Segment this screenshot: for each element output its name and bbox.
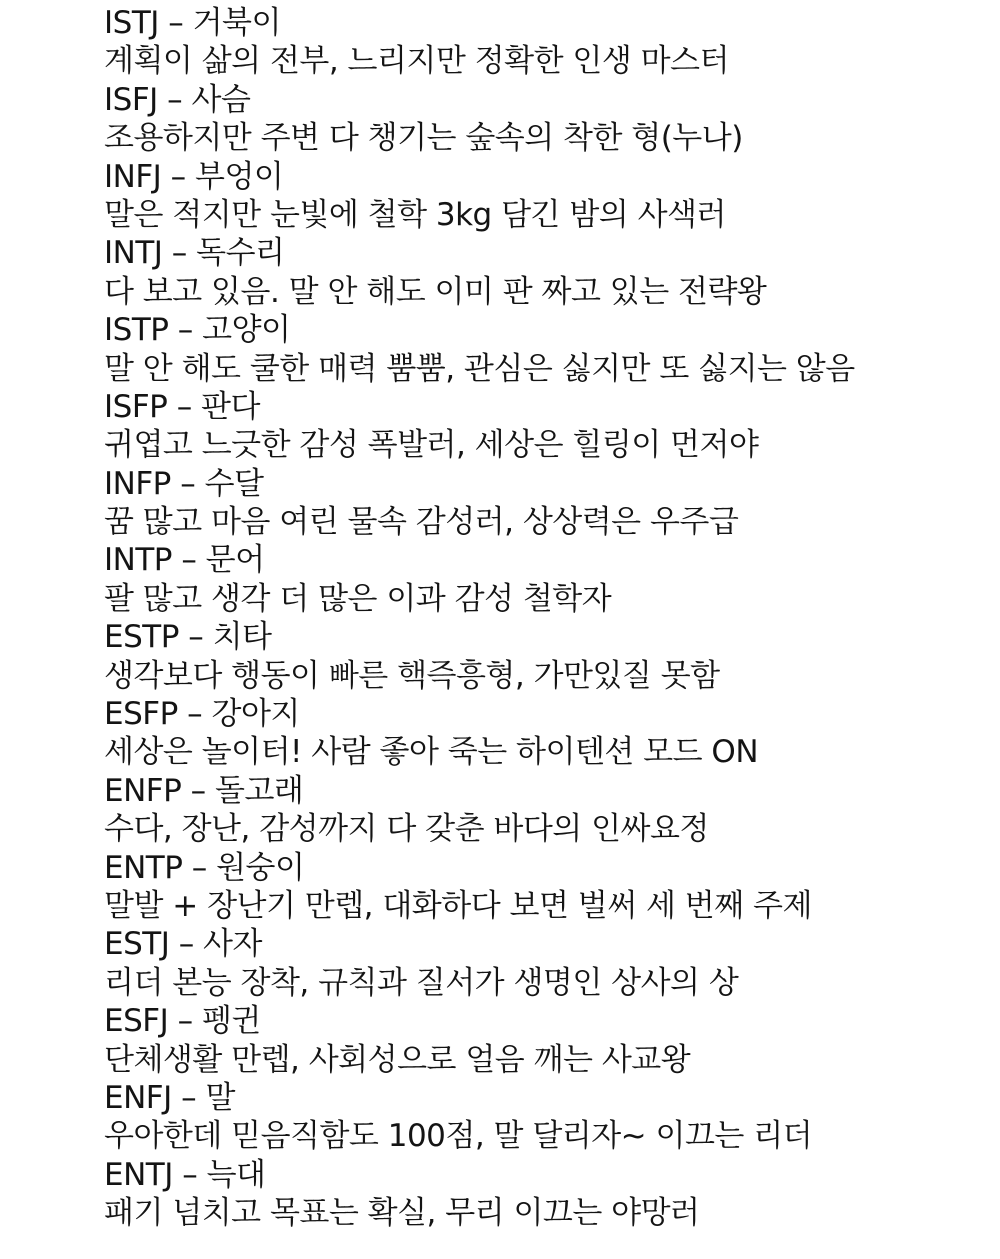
entry-type: ENFJ – 말 (104, 1079, 235, 1116)
entry-description: 말 안 해도 쿨한 매력 뿜뿜, 관심은 싫지만 또 싫지는 않음 (104, 350, 855, 387)
entry-description: 우아한데 믿음직함도 100점, 말 달리자~ 이끄는 리더 (104, 1118, 813, 1155)
entry-type: ISTP – 고양이 (104, 312, 291, 349)
entry-description: 조용하지만 주변 다 챙기는 숲속의 착한 형(누나) (104, 120, 743, 157)
entry-description: 팔 많고 생각 더 많은 이과 감성 철학자 (104, 580, 612, 617)
entry-description: 수다, 장난, 감성까지 다 갖춘 바다의 인싸요정 (104, 811, 709, 848)
entry-type: ISTJ – 거북이 (104, 5, 281, 41)
entry-description: 말발 + 장난기 만렙, 대화하다 보면 벌써 세 번째 주제 (104, 887, 812, 924)
entry-type: INFJ – 부엉이 (104, 158, 284, 195)
entry-description: 말은 적지만 눈빛에 철학 3kg 담긴 밤의 사색러 (104, 196, 726, 233)
entry-description: 계획이 삶의 전부, 느리지만 정확한 인생 마스터 (104, 43, 729, 80)
entry-type: ENTP – 원숭이 (104, 849, 305, 886)
entry-description: 단체생활 만렙, 사회성으로 얼음 깨는 사교왕 (104, 1041, 691, 1078)
entry-type: ENTJ – 늑대 (104, 1156, 266, 1193)
entry-description: 꿈 많고 마음 여린 물속 감성러, 상상력은 우주급 (104, 504, 739, 541)
entry-description: 다 보고 있음. 말 안 해도 이미 판 짜고 있는 전략왕 (104, 273, 767, 310)
entry-description: 세상은 놀이터! 사람 좋아 죽는 하이텐션 모드 ON (104, 734, 759, 771)
entry-type: INTJ – 독수리 (104, 235, 285, 272)
entry-type: ESFP – 강아지 (104, 696, 300, 733)
entry-description: 패기 넘치고 목표는 확실, 무리 이끄는 야망러 (104, 1195, 700, 1232)
entry-type: ESFJ – 펭귄 (104, 1003, 261, 1040)
entry-description: 귀엽고 느긋한 감성 폭발러, 세상은 힐링이 먼저야 (104, 427, 759, 464)
mbti-animal-list (104, 4, 984, 1233)
entry-type: INFP – 수달 (104, 465, 264, 502)
entry-type: ISFP – 판다 (104, 388, 260, 425)
entry-type: ESTP – 치타 (104, 619, 272, 656)
entry-type: ISFJ – 사슴 (104, 81, 251, 118)
entry-type: ENFP – 돌고래 (104, 772, 304, 809)
entry-type: INTP – 문어 (104, 542, 265, 579)
entry-description: 리더 본능 장착, 규칙과 질서가 생명인 상사의 상 (104, 964, 739, 1001)
entry-type: ESTJ – 사자 (104, 926, 262, 963)
entry-description: 생각보다 행동이 빠른 핵즉흥형, 가만있질 못함 (104, 657, 720, 694)
